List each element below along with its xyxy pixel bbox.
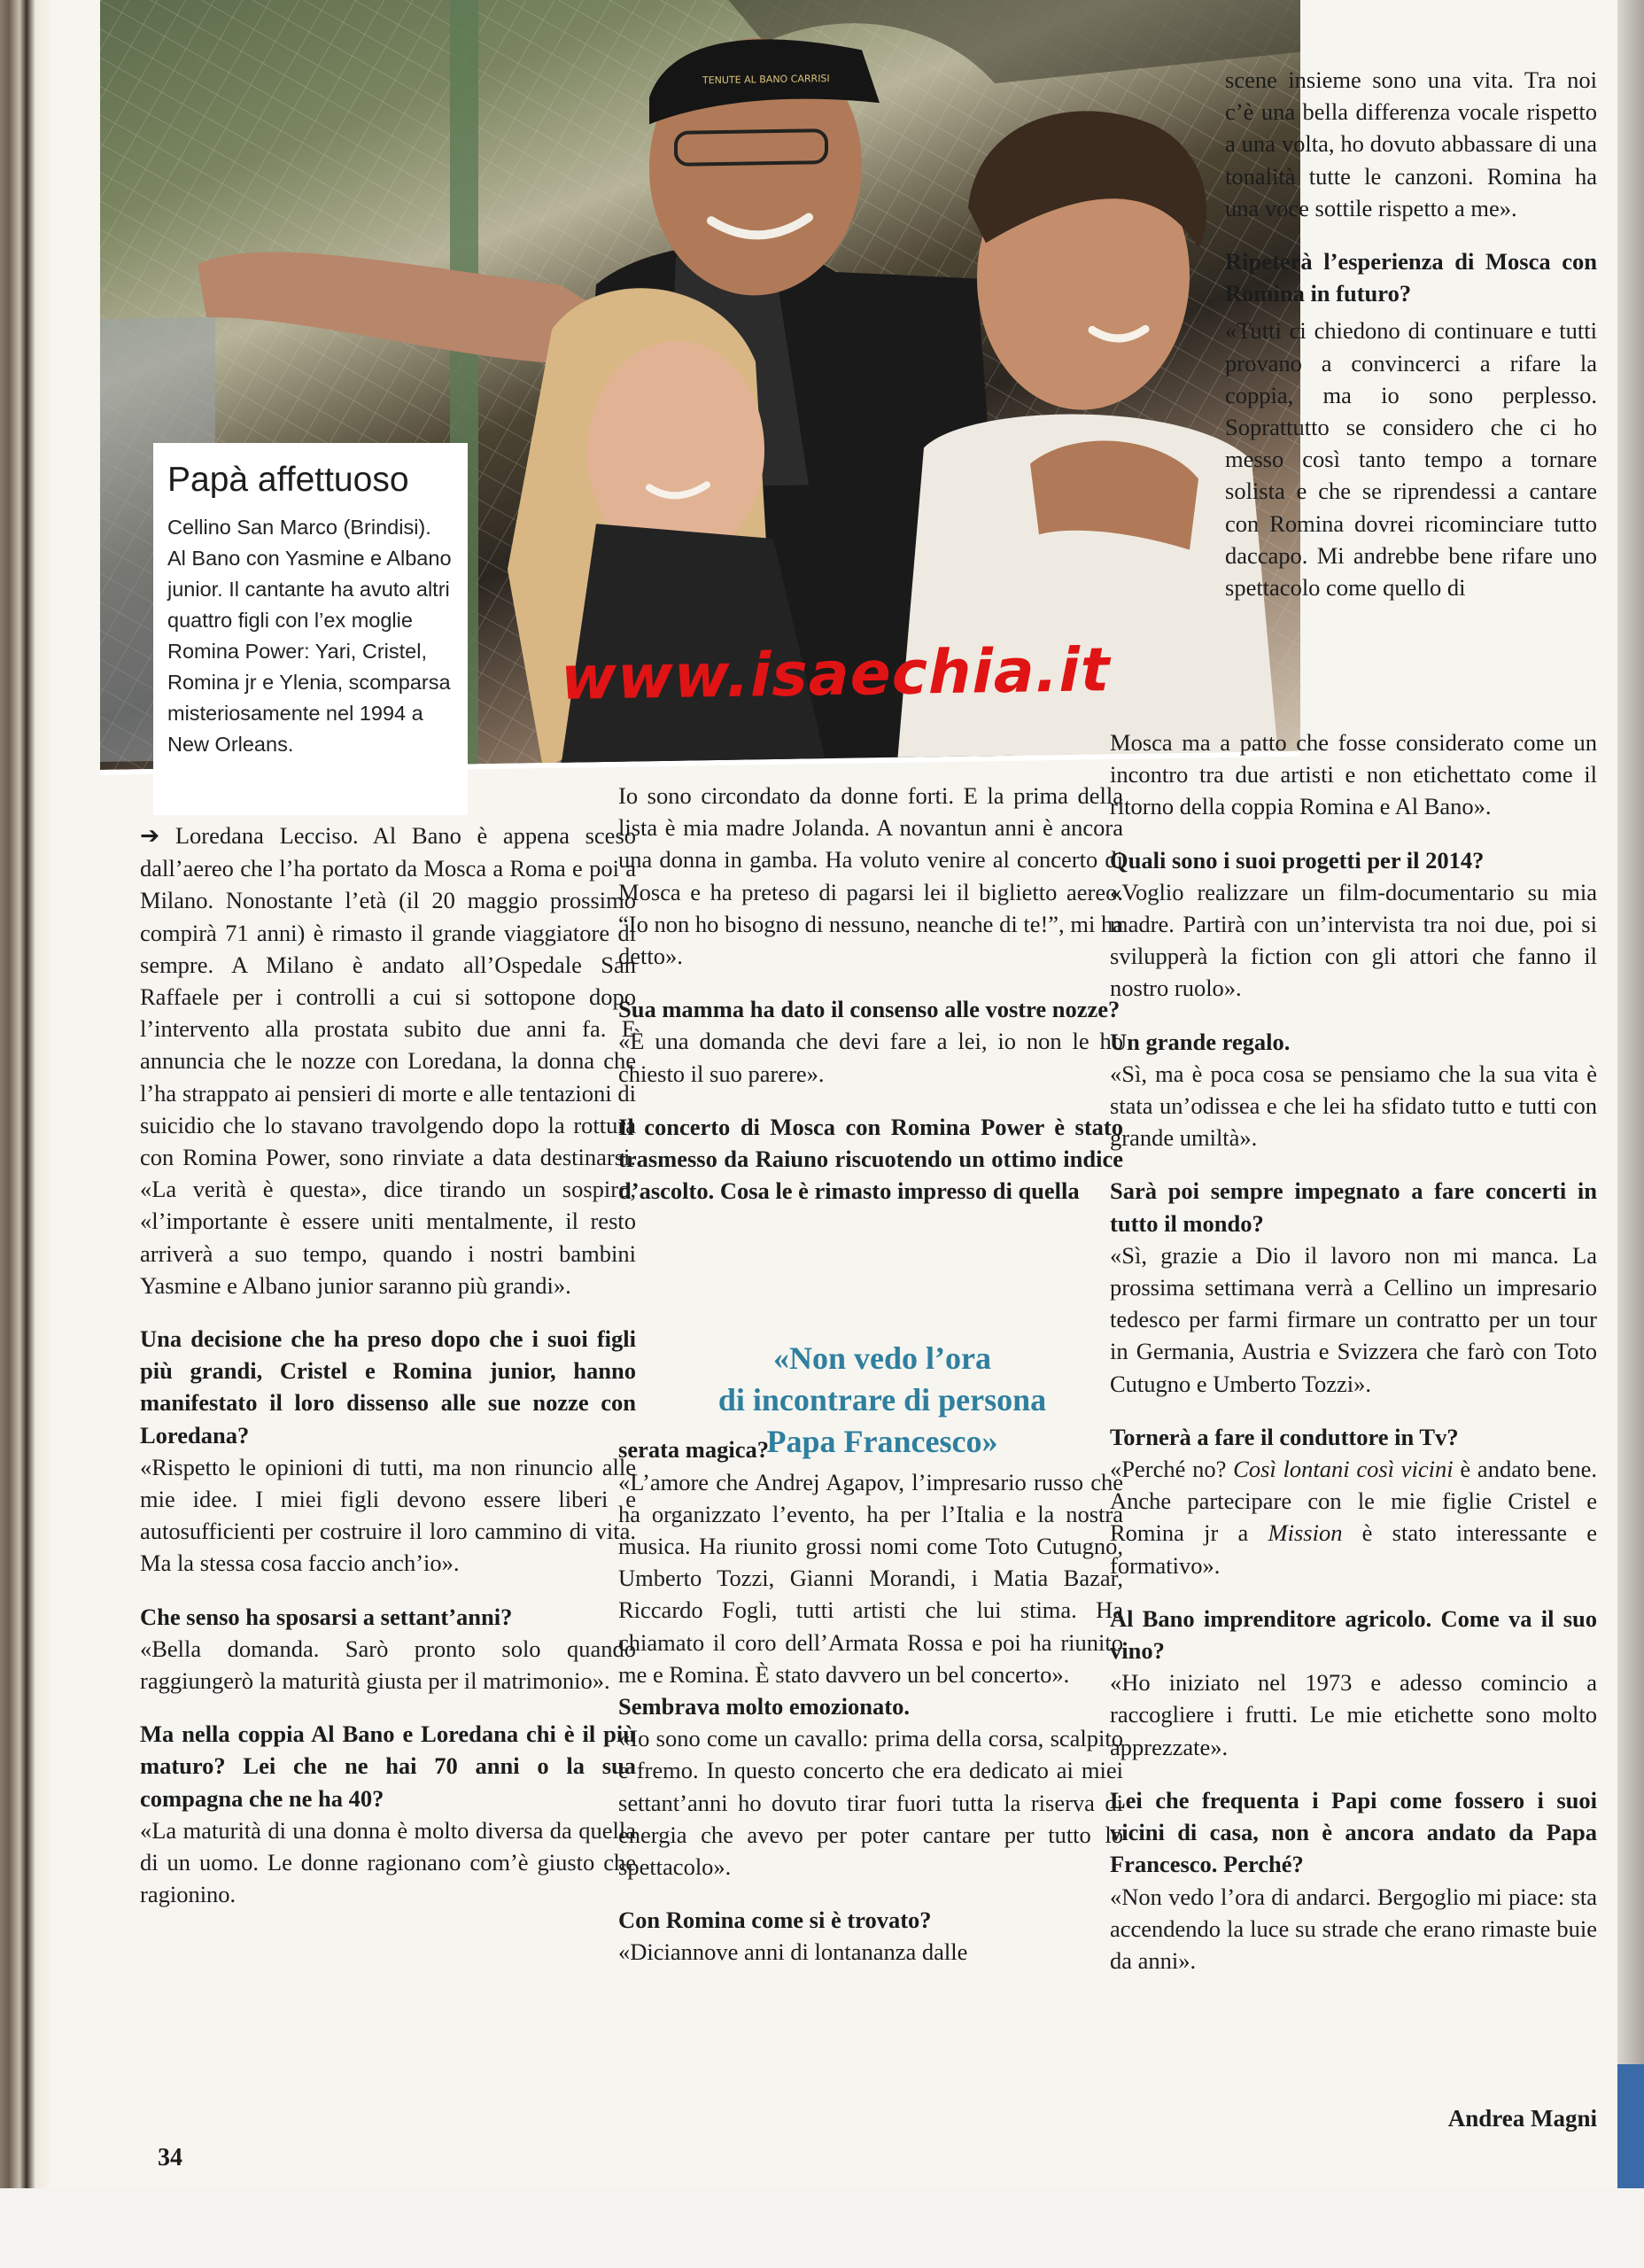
interview-question: Al Bano imprenditore agricolo. Come va il suo vino?	[1110, 1604, 1597, 1665]
pull-quote-line: di incontrare di persona	[717, 1382, 1047, 1418]
interview-question: Quali sono i suoi progetti per il 2014?	[1110, 846, 1485, 874]
answer-text: «Io sono come un cavallo: prima della corsa, scalpito e fremo. In questo concerto che era dedicato ai miei settant’anni ho dovuto tirar fuori tutta la riserva di energia che avevo per poter cantare per tutto lo spettacolo».	[618, 1725, 1123, 1881]
answer-text: «Rispetto le opinioni di tutti, ma non rinuncio alle mie idee. I miei figli devono essere liberi e autosufficienti per costruire il loro cammino di vita. Ma la stessa cosa faccio anch’io».	[140, 1453, 636, 1577]
answer-part: «Perché no?	[1110, 1456, 1234, 1483]
answer-text: Mosca ma a patto che fosse considerato come un incontro tra due artisti e non etichettato come il ritorno della coppia Romina e Al Bano».	[1110, 729, 1597, 820]
answer-part: è andato bene. Anche partecipare con le mie figlie Cristel e Romina jr a	[1110, 1456, 1597, 1547]
tv-show-title: Mission	[1268, 1519, 1343, 1547]
author-byline: Andrea Magni	[1447, 2105, 1597, 2132]
caption-text: Cellino San Marco (Brindisi). Al Bano con Yasmine e Albano junior. Il cantante ha avuto altri quattro figli con l’ex moglie Romina Power: Yari, Cristel, Romina jr e Ylenia, scomparsa misteriosamente nel 1994 a New Orleans.	[167, 516, 452, 756]
interview-question: Con Romina come si è trovato?	[618, 1907, 932, 1934]
pull-quote-line: «Non vedo l’ora	[773, 1340, 991, 1376]
interview-question-continued: serata magica?	[618, 1436, 769, 1464]
interview-question: Una decisione che ha preso dopo che i suoi figli più grandi, Cristel e Romina junior, hanno manifestato il loro dissenso alle sue nozze con Loredana?	[140, 1325, 636, 1449]
answer-text: «Voglio realizzare un film-documentario su mia madre. Partirà con un’intervista tra noi due, poi si svilupperà la fiction con gli attori che fanno il nostro ruolo».	[1110, 878, 1597, 1002]
answer-text: «Tutti ci chiedono di continuare e tutti provano a convincerci a rifare la coppia, ma io sono perplesso. Soprattutto se considero che ci ho messo così tanto tempo a tornare solista e che se riprendessi a cantare con Romina dovrei ricominciare tutto daccapo. Mi andrebbe bene rifare uno spettacolo come quello di	[1225, 317, 1597, 602]
caption-title: Papà affettuoso	[167, 461, 409, 499]
article-intro	[140, 819, 636, 1301]
interview-question: Sembrava molto emozionato.	[618, 1693, 910, 1720]
scan-bottom-margin	[0, 2188, 1644, 2268]
interview-question: Tornerà a fare il conduttore in Tv?	[1110, 1423, 1459, 1450]
tv-show-title: Così lontani così vicini	[1233, 1456, 1454, 1483]
answer-text: scene insieme sono una vita. Tra noi c’è una bella differenza vocale rispetto a una volta, ho dovuto abbassare di una tonalità tutte le canzoni. Romina ha una voce sottile rispetto a me».	[1225, 66, 1597, 221]
article-column-1	[140, 819, 636, 1932]
photo-caption	[153, 443, 468, 815]
pull-quote-line: Papa Francesco»	[766, 1424, 998, 1459]
interview-question: Un grande regalo.	[1110, 1028, 1291, 1055]
page-number: 34	[158, 2144, 182, 2171]
answer-text: Io sono circondato da donne forti. E la prima della lista è mia madre Jolanda. A novantun anni è ancora una donna in gamba. Ha voluto venire al concerto di Mosca e ha preteso di pagarsi lei il biglietto aereo. “Io non ho bisogno di nessuno, neanche di te!”, mi ha detto».	[618, 782, 1123, 970]
answer-text: «Sì, ma è poca cosa se pensiamo che la sua vita è stata un’odissea e che lei ha sfidato tutto e tutti con grande umiltà».	[1110, 1060, 1597, 1152]
interview-question: Ripeterà l’esperienza di Mosca con Romina in futuro?	[1225, 248, 1597, 307]
interview-question: Il concerto di Mosca con Romina Power è stato trasmesso da Raiuno riscuotendo un ottimo indice d’ascolto. Cosa le è rimasto impresso di quella	[618, 1113, 1123, 1205]
interview-question: Che senso ha sposarsi a settant’anni?	[140, 1603, 513, 1630]
arrow-right-icon: ➔	[140, 822, 160, 850]
intro-text: Loredana Lecciso. Al Bano è appena sceso dall’aereo che l’ha portato da Mosca a Roma e poi a Milano. Nonostante l’età (il 20 maggio prossimo compirà 71 anni) è rimasto il grande viaggiatore di sempre. A Milano è andato all’Ospedale San Raffaele per i controlli a cui si sottopone dopo l’intervento alla prostata subito due anni fa. E annuncia che le nozze con Loredana, la donna che l’ha strappato ai pensieri di morte e alle tentazioni di suicidio che lo stavano travolgendo dopo la rottura con Romina Power, sono rinviate a data destinarsi. «La verità è questa», dice tirando un sospiro, «l’importante è essere uniti mentalmente, il resto arriverà a suo tempo, quando i nostri bambini Yasmine e Albano junior saranno più grandi».	[140, 822, 637, 1299]
interview-question: Ma nella coppia Al Bano e Loredana chi è il più maturo? Lei che ne hai 70 anni o la sua compagna che ne ha 40?	[140, 1720, 636, 1812]
answer-text: «Diciannove anni di lontananza dalle	[618, 1938, 968, 1966]
answer-text: «Bella domanda. Sarò pronto solo quando raggiungerò la maturità giusta per il matrimonio».	[140, 1635, 636, 1695]
answer-text: «Ho iniziato nel 1973 e adesso comincio a raccogliere i frutti. Le mie etichette sono molto apprezzate».	[1110, 1669, 1597, 1760]
article-column-3	[1110, 726, 1597, 1998]
answer-text: «Sì, grazie a Dio il lavoro non mi manca. La prossima settimana verrà a Cellino un impresario tedesco per farmi firmare un contratto per un tour in Germania, Austria e Svizzera che farò con Toto Cutugno e Umberto Tozzi».	[1110, 1241, 1597, 1397]
scan-right-edge	[1617, 0, 1644, 2268]
interview-question: Lei che frequenta i Papi come fossero i suoi vicini di casa, non è ancora andato da Papa Francesco. Perché?	[1110, 1786, 1597, 1878]
interview-question: Sua mamma ha dato il consenso alle vostre nozze?	[618, 996, 1121, 1023]
article-column-3-top	[1225, 64, 1597, 625]
scan-binding-edge	[0, 0, 51, 2215]
answer-text	[1110, 1453, 1597, 1581]
answer-text: «Non vedo l’ora di andarci. Bergoglio mi piace: sta accendendo la luce su strade che erano rimaste buie da anni».	[1110, 1883, 1597, 1974]
magazine-page	[51, 0, 1617, 2188]
cap-logo-text: TENUTE AL BANO CARRISI	[702, 73, 830, 87]
answer-text: «La maturità di una donna è molto diversa da quella di un uomo. Le donne ragionano com’è giusto che ragionino.	[140, 1816, 636, 1908]
answer-text: «È una domanda che devi fare a lei, io non le ho chiesto il suo parere».	[618, 1028, 1123, 1087]
answer-text: «L’amore che Andrej Agapov, l’impresario russo che ha organizzato l’evento, ha per l’Italia e la nostra musica. Ha riunito grossi nomi come Toto Cutugno, Umberto Tozzi, Gianni Morandi, i Matia Bazar, Riccardo Fogli, tutti artisti che lui stima. Ha chiamato il coro dell’Armata Rossa e poi ha riunito me e Romina. È stato davvero un bel concerto».	[618, 1468, 1123, 1688]
answer-part: è stato interessante e formativo».	[1110, 1519, 1597, 1579]
pull-quote	[643, 1338, 1121, 1463]
watermark-text: www.isaechia.it	[561, 635, 1111, 714]
interview-question: Sarà poi sempre impegnato a fare concerti in tutto il mondo?	[1110, 1177, 1597, 1237]
